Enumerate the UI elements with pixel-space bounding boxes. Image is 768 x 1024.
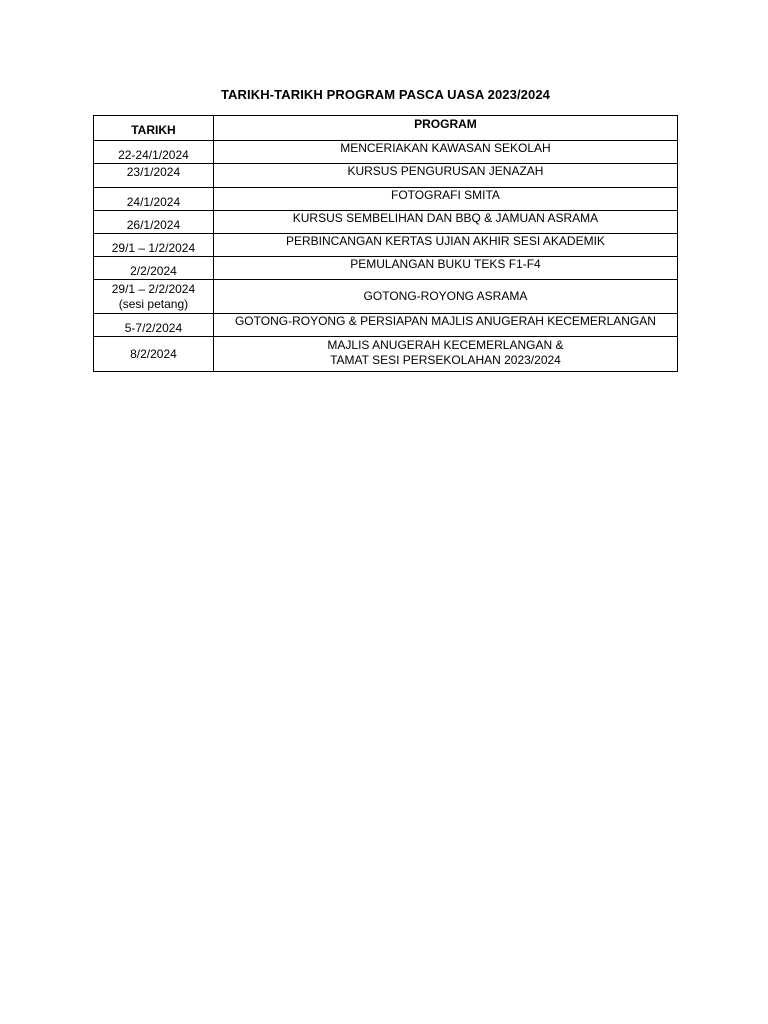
- table-row: [94, 314, 678, 337]
- table-row: [94, 211, 678, 234]
- date-cell: 24/1/2024: [94, 188, 214, 211]
- table-row: [94, 280, 678, 314]
- program-cell: KURSUS SEMBELIHAN DAN BBQ & JAMUAN ASRAMA: [213, 211, 677, 234]
- program-cell: PEMULANGAN BUKU TEKS F1-F4: [213, 257, 677, 280]
- program-cell: MENCERIAKAN KAWASAN SEKOLAH: [213, 141, 677, 164]
- program-schedule-table: [93, 115, 678, 372]
- date-cell: 29/1 – 2/2/2024 (sesi petang): [94, 280, 214, 314]
- header-date: TARIKH: [94, 116, 214, 141]
- program-cell: KURSUS PENGURUSAN JENAZAH: [213, 164, 677, 188]
- date-cell: 29/1 – 1/2/2024: [94, 234, 214, 257]
- date-cell: 8/2/2024: [94, 337, 214, 372]
- program-cell: PERBINCANGAN KERTAS UJIAN AKHIR SESI AKADEMIK: [213, 234, 677, 257]
- table-row: [94, 257, 678, 280]
- program-cell: FOTOGRAFI SMITA: [213, 188, 677, 211]
- date-cell: 26/1/2024: [94, 211, 214, 234]
- table-row: [94, 337, 678, 372]
- program-cell: GOTONG-ROYONG & PERSIAPAN MAJLIS ANUGERAH KECEMERLANGAN: [213, 314, 677, 337]
- table-row: [94, 141, 678, 164]
- date-cell: 23/1/2024: [94, 164, 214, 188]
- document-title: TARIKH-TARIKH PROGRAM PASCA UASA 2023/2024: [220, 87, 550, 102]
- table-row: [94, 234, 678, 257]
- date-cell: 22-24/1/2024: [94, 141, 214, 164]
- table-header-row: [94, 116, 678, 141]
- date-cell: 2/2/2024: [94, 257, 214, 280]
- table-row: [94, 164, 678, 188]
- header-program: PROGRAM: [213, 116, 677, 141]
- date-cell: 5-7/2/2024: [94, 314, 214, 337]
- program-cell: GOTONG-ROYONG ASRAMA: [213, 280, 677, 314]
- program-cell: MAJLIS ANUGERAH KECEMERLANGAN & TAMAT SESI PERSEKOLAHAN 2023/2024: [213, 337, 677, 372]
- table-row: [94, 188, 678, 211]
